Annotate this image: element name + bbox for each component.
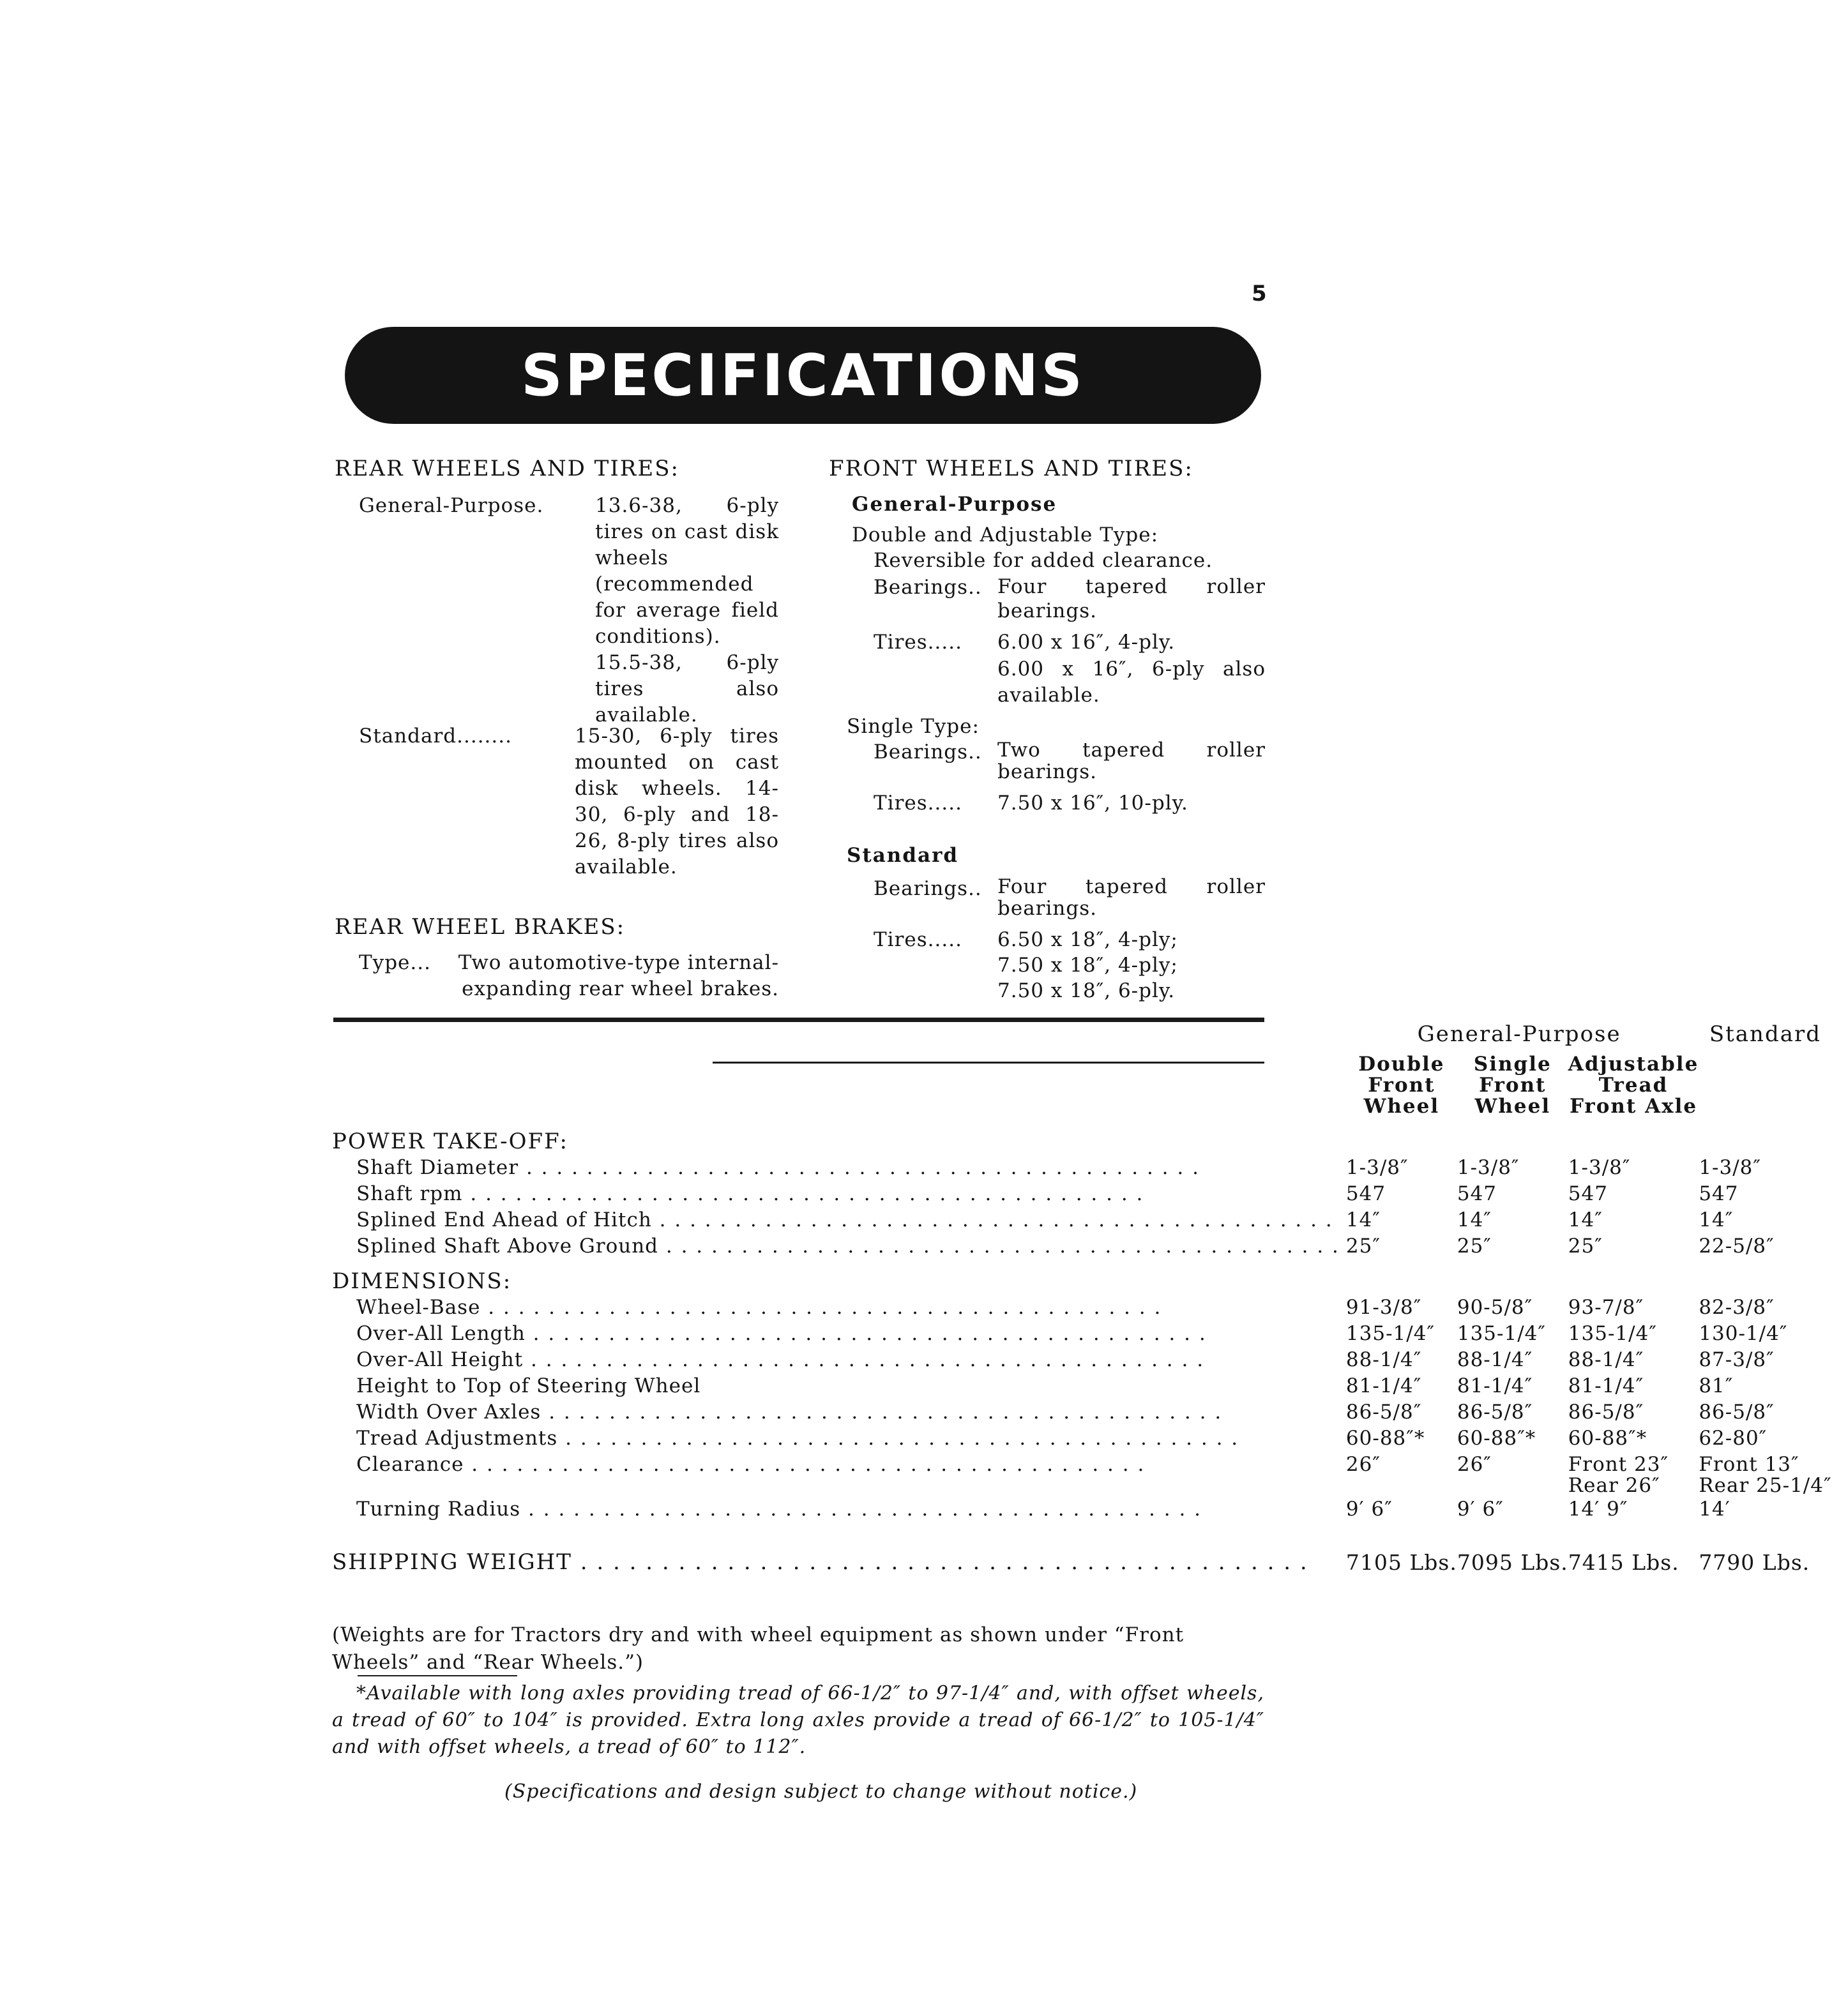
cell-standard: 86-5/8″ [1699,1401,1775,1424]
table-row [332,1496,1832,1523]
footnote: *Available with long axles providing tread of 66-1/2″ to 97-1/4″ and, with offset wheels, a tread of 60″ to 104″ is provided. Extra long axles provide a tread of 66-1/2″ to 105-1/4″ and with offset wheels, a tread of 60″ to 112″. [332,1682,1264,1758]
table-row [332,1295,1832,1321]
disclaimer: (Specifications and design subject to change without notice.) [504,1780,1138,1803]
front-single-label: Single Type: [847,715,980,738]
front-std-heading: Standard [847,844,959,867]
front-std-tires-3: 7.50 x 18″, 6-ply. [997,979,1176,1002]
page-title: SPECIFICATIONS [520,342,1085,409]
row-label: Width Over Axles . . . [356,1399,1340,1425]
front-std-bearings-label: Bearings.. [874,877,982,900]
cell-double: 60-88″* [1345,1427,1425,1450]
cell-adjustable-rear: Rear 26″ [1568,1474,1660,1497]
front-double-tires-1: 6.00 x 16″, 4-ply. [997,631,1176,654]
cell-adjustable: 1-3/8″ [1568,1156,1631,1179]
front-single-tires-label: Tires..... [874,792,962,815]
cell-adjustable: 25″ [1568,1235,1603,1258]
pto-heading-row [332,1117,1832,1155]
row-label: Splined Shaft Above Ground . . . [356,1233,1340,1260]
column-header-row [332,1048,1832,1117]
rear-gp-desc: 13.6-38, 6-ply tires on cast disk wheels (recommended for average field conditions). 15.5-38, 6-ply tires also available. [595,494,779,726]
cell-single: 135-1/4″ [1457,1322,1546,1345]
front-std-tires-label: Tires..... [874,928,962,951]
cell-single: 9′ 6″ [1457,1498,1504,1521]
cell-single: 88-1/4″ [1457,1348,1533,1371]
cell-standard: 82-3/8″ [1699,1296,1775,1319]
cell-double: 1-3/8″ [1345,1156,1409,1179]
cell-standard: 14′ [1699,1498,1730,1521]
front-std-tires-1: 6.50 x 18″, 4-ply; [997,928,1178,951]
row-label: Splined End Ahead of Hitch . . . [356,1207,1340,1233]
cell-adjustable [1568,1452,1699,1496]
cell-standard: 547 [1699,1182,1739,1205]
front-double-adj-note: Reversible for added clearance. [874,549,1213,572]
group-gp: General-Purpose [1417,1021,1621,1047]
cell-double: 86-5/8″ [1345,1401,1422,1424]
cell-standard: 87-3/8″ [1699,1348,1775,1371]
cell-adjustable: 7415 Lbs. [1568,1550,1679,1575]
cell-standard: 1-3/8″ [1699,1156,1761,1179]
cell-standard: 81″ [1699,1374,1734,1397]
row-label: Turning Radius . . . [356,1496,1340,1523]
front-double-tires-2: 6.00 x 16″, 6-ply also available. [997,658,1266,707]
row-label: Over-All Height . . . [356,1347,1340,1373]
cell-standard-rear: Rear 25-1/4″ [1699,1474,1832,1497]
row-label: Height to Top of Steering Wheel [356,1374,701,1397]
front-double-bearings: Four tapered roller bearings. [997,575,1266,622]
weights-note: (Weights are for Tractors dry and with wheel equipment as shown under “Front Wheels” and “Rear Wheels.”) [332,1623,1185,1674]
cell-standard: 130-1/4″ [1699,1322,1788,1345]
shipping-weight-label: SHIPPING WEIGHT . . . [332,1549,1340,1576]
cell-double: 135-1/4″ [1345,1322,1435,1345]
cell-adjustable: 88-1/4″ [1568,1348,1644,1371]
row-label: Tread Adjustments . . . [356,1425,1340,1452]
front-double-tires-label: Tires..... [874,631,962,654]
col-double-front-wheel: Double Front Wheel [1358,1053,1445,1118]
front-double-bearings-label: Bearings.. [874,576,982,599]
page-number: 5 [1252,281,1268,306]
cell-adjustable-front: Front 23″ [1568,1453,1669,1476]
rear-gp-label: General-Purpose. [359,494,544,517]
rear-wheels-heading: REAR WHEELS AND TIRES: [335,456,679,481]
cell-double: 14″ [1345,1208,1381,1231]
front-single-tires: 7.50 x 16″, 10-ply. [997,792,1188,815]
front-single-bearings: Two tapered roller bearings. [997,739,1266,783]
table-row [332,1207,1832,1233]
front-wheels-heading: FRONT WHEELS AND TIRES: [829,456,1193,481]
table-row [332,1452,1832,1496]
cell-adjustable: 93-7/8″ [1568,1296,1644,1319]
rear-brakes-type-label: Type... [359,951,431,974]
front-std-bearings: Four tapered roller bearings. [997,875,1266,920]
table-row [332,1181,1832,1207]
cell-single: 25″ [1457,1235,1492,1258]
cell-standard [1699,1452,1831,1496]
shipping-weight-row [332,1523,1832,1576]
table-row [332,1321,1832,1347]
front-single-bearings-label: Bearings.. [874,741,982,764]
row-label: Shaft Diameter . . . [356,1155,1340,1181]
front-gp-heading: General-Purpose [852,493,1057,516]
rear-std-desc: 15-30, 6-ply tires mounted on cast disk wheels. 14-30, 6-ply and 18-26, 8-ply tires also available. [575,725,779,878]
group-standard: Standard [1709,1021,1822,1047]
cell-single: 86-5/8″ [1457,1401,1533,1424]
table-row [332,1155,1832,1181]
cell-single: 547 [1457,1182,1497,1205]
footnote-rule [358,1675,517,1676]
cell-standard: 7790 Lbs. [1699,1550,1810,1575]
rear-std-label: Standard........ [359,725,512,748]
cell-double: 26″ [1345,1453,1381,1476]
cell-single: 81-1/4″ [1457,1374,1533,1397]
cell-standard: 62-80″ [1699,1427,1768,1450]
dimensions-heading: DIMENSIONS: [332,1268,512,1294]
table-row [332,1373,1832,1399]
row-label: Wheel-Base . . . [356,1295,1340,1321]
cell-standard-front: Front 13″ [1699,1453,1799,1476]
row-label: Shaft rpm . . . [356,1181,1340,1207]
front-double-adj-label: Double and Adjustable Type: [852,523,1159,546]
cell-adjustable: 14′ 9″ [1568,1498,1628,1521]
cell-standard: 22-5/8″ [1699,1235,1775,1258]
cell-single: 1-3/8″ [1457,1156,1520,1179]
table-row [332,1347,1832,1373]
table-row [332,1233,1832,1260]
cell-single: 60-88″* [1457,1427,1536,1450]
title-banner [345,327,1261,424]
cell-double: 547 [1345,1182,1386,1205]
cell-standard: 14″ [1699,1208,1734,1231]
cell-adjustable: 86-5/8″ [1568,1401,1644,1424]
group-header-row [332,1021,1832,1048]
cell-adjustable: 14″ [1568,1208,1603,1231]
table-row [332,1425,1832,1452]
cell-double: 9′ 6″ [1345,1498,1393,1521]
cell-single: 7095 Lbs. [1457,1550,1568,1575]
cell-adjustable: 547 [1568,1182,1608,1205]
cell-double: 91-3/8″ [1345,1296,1422,1319]
cell-double: 81-1/4″ [1345,1374,1422,1397]
cell-single: 26″ [1457,1453,1492,1476]
table-row [332,1399,1832,1425]
rear-brakes-type-desc: Two automotive-type internal-expanding rear wheel brakes. [458,951,779,1000]
cell-adjustable: 60-88″* [1568,1427,1647,1450]
cell-double: 7105 Lbs. [1345,1550,1457,1575]
row-label: Clearance . . . [356,1452,1340,1478]
cell-single: 14″ [1457,1208,1492,1231]
rear-brakes-heading: REAR WHEEL BRAKES: [335,914,626,940]
col-adjustable-tread: Adjustable Tread Front Axle [1568,1053,1699,1118]
col-single-front-wheel: Single Front Wheel [1473,1053,1552,1118]
cell-adjustable: 81-1/4″ [1568,1374,1644,1397]
cell-double: 88-1/4″ [1345,1348,1422,1371]
row-label: Over-All Length . . . [356,1321,1340,1347]
cell-double: 25″ [1345,1235,1381,1258]
spec-table [332,1021,1832,1576]
pto-heading: POWER TAKE-OFF: [332,1129,568,1154]
cell-single: 90-5/8″ [1457,1296,1533,1319]
dimensions-heading-row [332,1260,1832,1295]
cell-adjustable: 135-1/4″ [1568,1322,1657,1345]
front-std-tires-2: 7.50 x 18″, 4-ply; [997,954,1178,977]
